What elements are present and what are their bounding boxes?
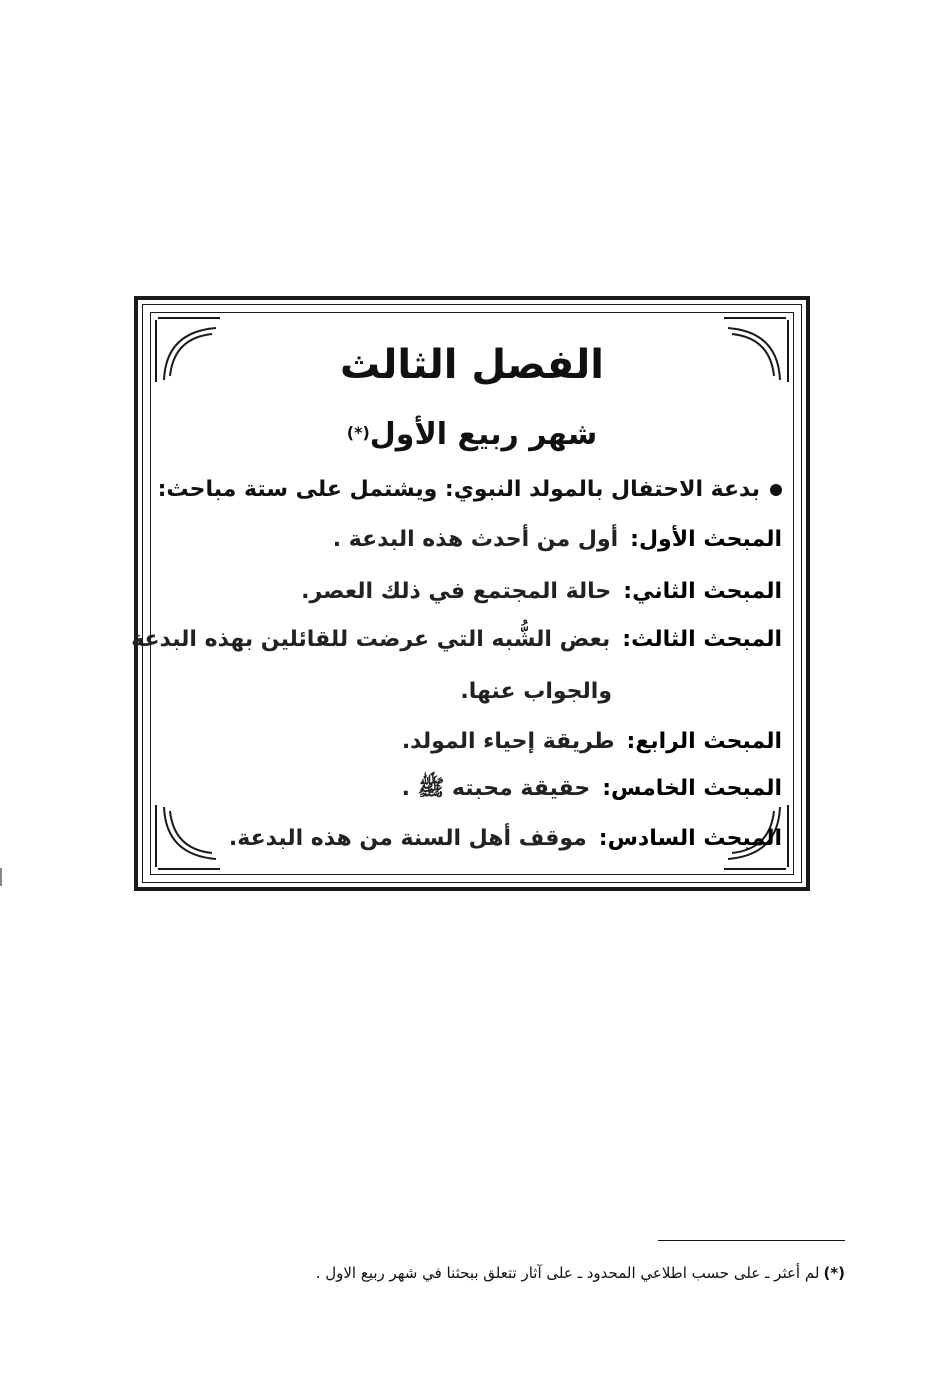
footnote-separator [658, 1240, 845, 1241]
section-label: المبحث الخامس: [602, 776, 782, 801]
section-text: حقيقة محبته ﷺ . [401, 776, 591, 801]
footnote [316, 1262, 845, 1284]
intro-text: بدعة الاحتفال بالمولد النبوي: ويشتمل على ستة مباحث: [157, 477, 760, 502]
section-item-5 [402, 774, 782, 804]
section-label: المبحث الثالث: [622, 627, 782, 652]
section-text: موقف أهل السنة من هذه البدعة. [228, 826, 587, 851]
subtitle-footnote-marker: (*) [346, 423, 370, 442]
section-item-2 [301, 577, 782, 607]
section-label: المبحث الأول: [630, 527, 782, 552]
subtitle-text: شهر ربيع الأول [369, 417, 598, 452]
footnote-marker: (*) [823, 1264, 845, 1282]
section-label: المبحث الثاني: [623, 579, 782, 604]
page-edge-mark [0, 868, 2, 886]
bullet-icon [770, 484, 782, 496]
section-text: طريقة إحياء المولد. [401, 729, 615, 754]
section-text: حالة المجتمع في ذلك العصر. [301, 579, 612, 604]
section-item-1 [333, 525, 782, 555]
section-item-4 [402, 727, 782, 757]
chapter-contents-box [131, 312, 794, 875]
intro-line [158, 475, 782, 505]
section-label: المبحث الرابع: [626, 729, 782, 754]
section-text: بعض الشُّبه التي عرضت للقائلين بهذه البدعة [131, 627, 611, 652]
section-item-3-continuation: والجواب عنها. [460, 679, 612, 704]
section-text: أول من أحدث هذه البدعة . [332, 527, 619, 552]
footnote-text: لم أعثر ـ على حسب اطلاعي المحدود ـ على آثار تتعلق ببحثنا في شهر ربيع الاول . [315, 1264, 820, 1282]
chapter-title: الفصل الثالث [339, 342, 604, 388]
chapter-subtitle [150, 415, 794, 455]
section-label: المبحث السادس: [598, 826, 782, 851]
section-item-6 [229, 824, 782, 854]
section-item-3 [131, 625, 782, 655]
